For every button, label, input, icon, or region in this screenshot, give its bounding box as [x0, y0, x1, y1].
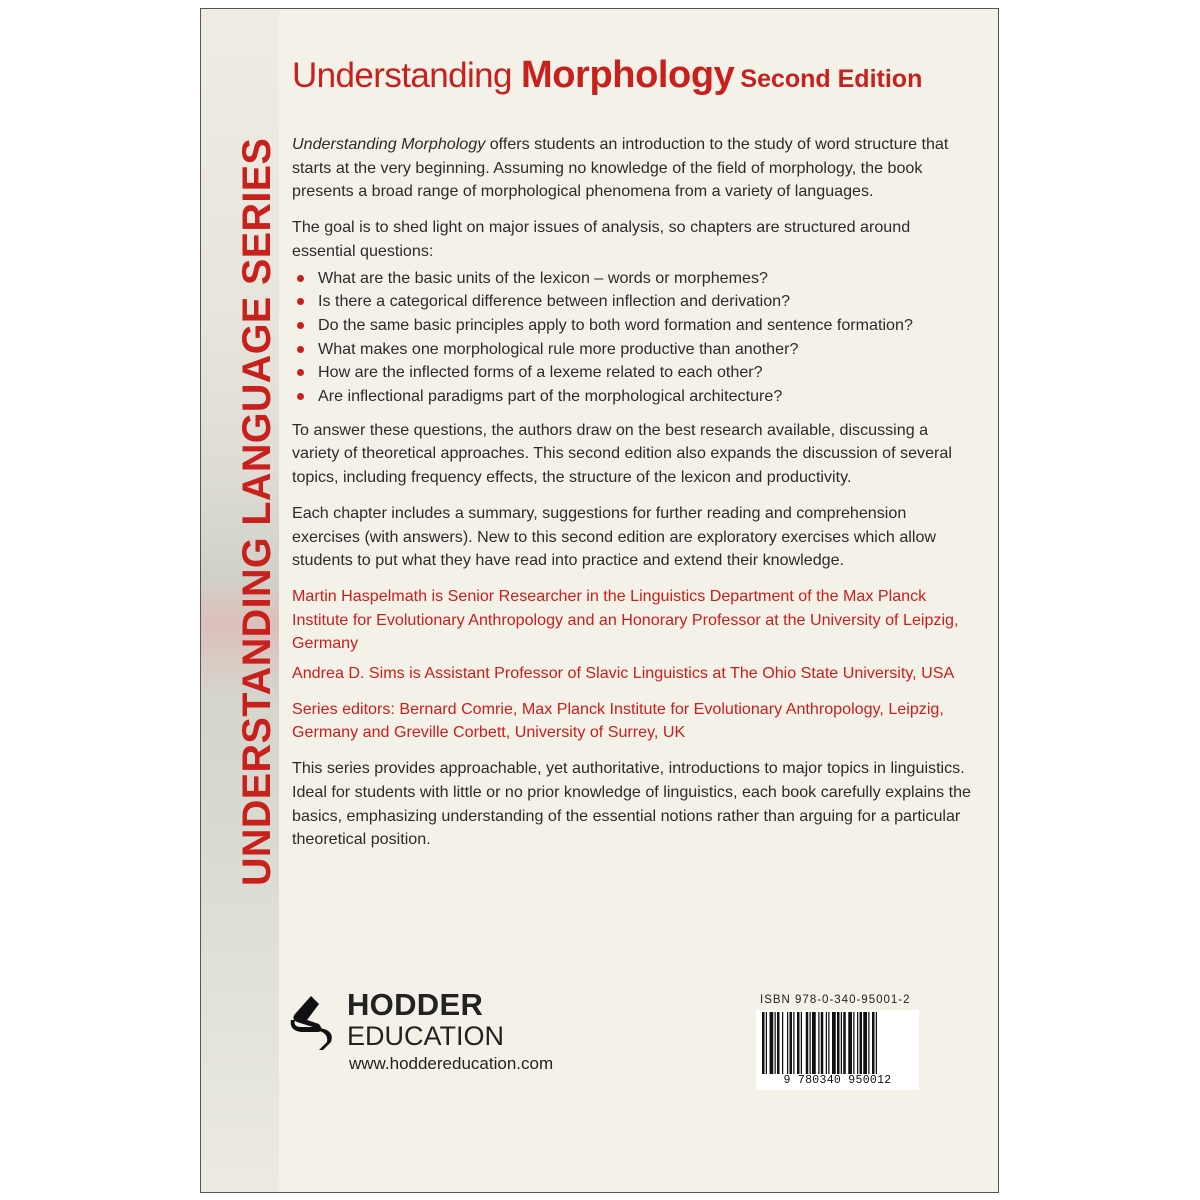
authors-section [292, 585, 972, 745]
barcode-bar [826, 1012, 827, 1074]
question-item: How are the inflected forms of a lexeme related to each other? [292, 361, 972, 385]
author-bio: is Assistant Professor of Slavic Linguistics at The Ohio State University, USA [404, 664, 955, 683]
barcode-bar [801, 1012, 802, 1074]
question-item: What are the basic units of the lexicon – words or morphemes? [292, 267, 972, 291]
barcode-bar [868, 1012, 869, 1074]
barcode-bar [790, 1012, 793, 1074]
question-item: Are inflectional paradigms part of the morphological architecture? [292, 385, 972, 409]
book-title [292, 54, 922, 97]
publisher-name-line2: EDUCATION [347, 1021, 505, 1051]
barcode-bar [770, 1012, 774, 1074]
barcode-bar [853, 1012, 854, 1074]
isbn-label: ISBN 978-0-340-95001-2 [760, 994, 911, 1006]
hodder-logo-icon [289, 994, 335, 1052]
barcode-bar [777, 1012, 780, 1074]
barcode-bar [837, 1012, 840, 1074]
publisher-name [347, 989, 504, 1051]
barcode-bar [843, 1012, 846, 1074]
barcode-bar [793, 1012, 794, 1074]
isbn-block [756, 994, 919, 1090]
publisher-name-line1: HODDER [347, 987, 484, 1022]
question-item: Is there a categorical difference between inflection and derivation? [292, 290, 972, 314]
intro-paragraph [292, 133, 972, 204]
barcode-bar [775, 1012, 776, 1074]
barcode [756, 1010, 919, 1090]
barcode-bar [841, 1012, 842, 1074]
question-item: What makes one morphological rule more productive than another? [292, 338, 972, 362]
barcode-bar [787, 1012, 788, 1074]
blurb [292, 133, 972, 864]
author-bio: is Senior Researcher in the Linguistics Department of the Max Planck Institute for Evolutionary Anthropology and an Honorary Professor at the University of Leipzig, Germany [292, 586, 959, 653]
series-description: This series provides approachable, yet authoritative, introductions to major topics in linguistics. Ideal for students with little or no prior knowledge of linguistics, each book carefully explains the basics, emphasizing understanding of the essential notions rather than arguing for a particular theoretical position. [292, 759, 971, 849]
barcode-bar [872, 1012, 875, 1074]
barcode-bar [876, 1012, 877, 1074]
title-part-morphology: Morphology [520, 54, 735, 96]
edition-label: Second Edition [740, 65, 923, 93]
barcode-bar [848, 1012, 852, 1074]
publisher-url: www.hoddereducation.com [349, 1054, 554, 1073]
barcode-bar [797, 1012, 800, 1074]
barcode-bar [818, 1012, 819, 1074]
barcode-bar [810, 1012, 811, 1074]
book-back-cover [200, 8, 999, 1193]
title-part-understanding: Understanding [292, 56, 521, 95]
goal-paragraph: The goal is to shed light on major issues of analysis, so chapters are structured around essential questions: [292, 218, 911, 260]
author-name: Martin Haspelmath [292, 586, 428, 605]
barcode-bar [828, 1012, 829, 1074]
barcode-bar [762, 1012, 765, 1074]
barcode-bar [821, 1012, 824, 1074]
author-entry [292, 585, 972, 656]
barcode-digits: 9 780340 950012 [756, 1074, 919, 1087]
barcode-bar [766, 1012, 767, 1074]
series-title-vertical: UNDERSTANDING LANGUAGE SERIES [235, 137, 279, 886]
chapter-paragraph: Each chapter includes a summary, suggestions for further reading and comprehension exercises (with answers). New to this second edition are exploratory exercises which allow students to put what they have read into practice and extend their knowledge. [292, 503, 937, 570]
barcode-bar [832, 1012, 836, 1074]
barcode-bars [756, 1010, 919, 1076]
answer-paragraph: To answer these questions, the authors draw on the best research available, discussing a variety of theoretical approaches. This second edition also expands the discussion of several topics, including frequency effects, the structure of the lexicon and productivity. [292, 420, 952, 487]
barcode-bar [782, 1012, 783, 1074]
barcode-bar [857, 1012, 858, 1074]
question-item: Do the same basic principles apply to both word formation and sentence formation? [292, 314, 972, 338]
author-entry [292, 662, 972, 686]
author-name: Andrea D. Sims [292, 664, 405, 683]
intro-italic-title: Understanding Morphology [292, 135, 486, 153]
barcode-bar [812, 1012, 816, 1074]
intro-text: offers students an introduction to the study of word structure that starts at the very beginning. Assuming no knowledge of the field of morphology, the book presents a broad range of morphological phenomena from a variety of languages. [292, 135, 949, 201]
barcode-bar [863, 1012, 867, 1074]
barcode-bar [806, 1012, 809, 1074]
series-editors: Series editors: Bernard Comrie, Max Planck Institute for Evolutionary Anthropology, Leipzig, Germany and Greville Corbett, University of Surrey, UK [292, 699, 944, 742]
barcode-bar [860, 1012, 863, 1074]
questions-list [292, 267, 972, 409]
